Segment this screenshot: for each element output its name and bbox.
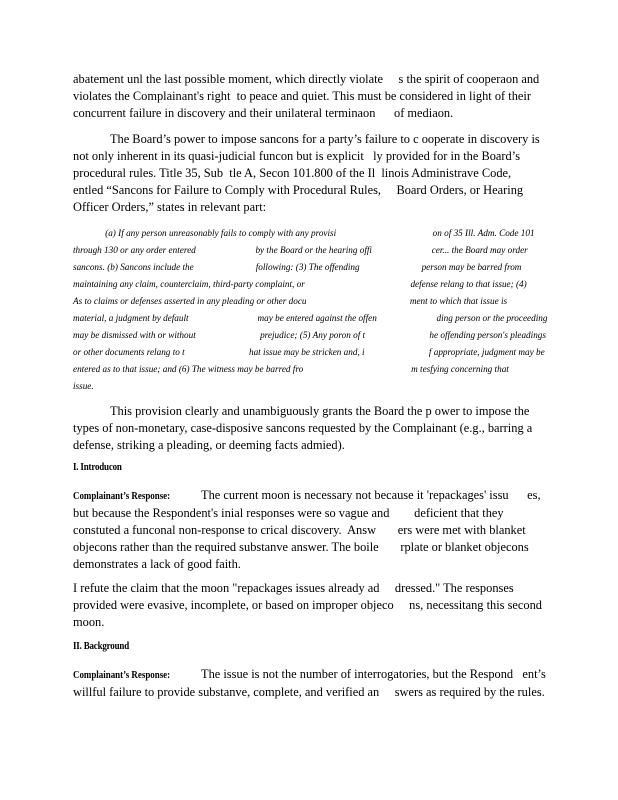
- response-background: [73, 666, 546, 701]
- text-line: types of non-monetary, case-disposive sancons requested by the Complainant (e.g., barring a: [73, 421, 533, 435]
- quote-line: entered as to that issue; and (6) The witness may be barred fro m tesfying concerning that: [73, 364, 509, 374]
- response-text: The current moon is necessary not because it 'repackages' issu es,: [201, 488, 541, 502]
- text-line: violates the Complainant's right to peace and quiet. This must be considered in light of their: [73, 89, 531, 103]
- text-line: constuted a funconal non-response to crical discovery. Answ ers were met with blanket: [73, 523, 526, 537]
- section-heading-background: II. Background: [73, 641, 129, 652]
- quote-line: (a) If any person unreasonably fails to comply with any provisi on of 35 Ill. Adm. Code 101: [73, 228, 535, 238]
- text-line: defense, striking a pleading, or deeming facts admied).: [73, 438, 345, 452]
- quote-line: As to claims or defenses asserted in any pleading or other docu ment to which that issue is: [73, 296, 508, 306]
- text-line: The Board’s power to impose sancons for a party’s failure to c ooperate in discovery is: [73, 132, 540, 146]
- text-line: [73, 666, 546, 684]
- text-line: abatement unl the last possible moment, which directly violate s the spirit of cooperaon and: [73, 72, 540, 86]
- paragraph-board-power: [73, 131, 540, 216]
- text-line: demonstrates a lack of good faith.: [73, 557, 241, 571]
- text-line: I refute the claim that the moon "repackages issues already ad dressed." The responses: [73, 581, 514, 595]
- paragraph-provision: [73, 403, 533, 454]
- paragraph-abatement: [73, 71, 540, 122]
- quote-line: maintaining any claim, counterclaim, third-party complaint, or defense relang to that issue; (4): [73, 279, 527, 289]
- text-line: willful failure to provide substanve, complete, and verified an swers as required by the rules.: [73, 685, 545, 699]
- quote-line: sancons. (b) Sancons include the following: (3) The offending person may be barred from: [73, 262, 522, 272]
- quote-line: issue.: [73, 381, 94, 391]
- quote-line: or other documents relang to t hat issue may be stricken and, i f appropriate, judgment may be: [73, 347, 545, 357]
- quote-line: through 130 or any order entered by the Board or the hearing offi cer... the Board may order: [73, 245, 528, 255]
- section-heading-introduction: I. Introducon: [73, 462, 122, 473]
- text-line: entled “Sancons for Failure to Comply with Procedural Rules, Board Orders, or Hearing: [73, 183, 524, 197]
- text-line: provided were evasive, incomplete, or based on improper objeco ns, necessitang this second: [73, 598, 542, 612]
- response-text: The issue is not the number of interrogatories, but the Respond ent’s: [201, 667, 546, 681]
- response-label: Complainant’s Response:: [73, 670, 171, 681]
- text-line: concurrent failure in discovery and their unilateral terminaon of mediaon.: [73, 106, 454, 120]
- response-label: Complainant’s Response:: [73, 491, 171, 502]
- quote-line: may be dismissed with or without prejudice; (5) Any poron of t he offending person's pleadings: [73, 330, 546, 340]
- text-line: procedural rules. Title 35, Sub tle A, Secon 101.800 of the Il linois Administrave Code,: [73, 166, 512, 180]
- quote-line: material, a judgment by default may be entered against the offen ding person or the proceeding: [73, 313, 548, 323]
- text-line: not only inherent in its quasi-judicial funcon but is explicit ly provided for in the Board’s: [73, 149, 521, 163]
- text-line: objecons rather than the required substanve answer. The boile rplate or blanket objecons: [73, 540, 529, 554]
- block-quote-rule: [73, 225, 548, 395]
- text-line: This provision clearly and unambiguously grants the Board the p ower to impose the: [73, 404, 530, 418]
- text-line: moon.: [73, 615, 105, 629]
- text-line: [73, 487, 541, 505]
- text-line: but because the Respondent's inial responses were so vague and deficient that they: [73, 506, 504, 520]
- paragraph-refute: [73, 580, 542, 631]
- response-introduction: [73, 487, 541, 573]
- text-line: Officer Orders,” states in relevant part:: [73, 200, 267, 214]
